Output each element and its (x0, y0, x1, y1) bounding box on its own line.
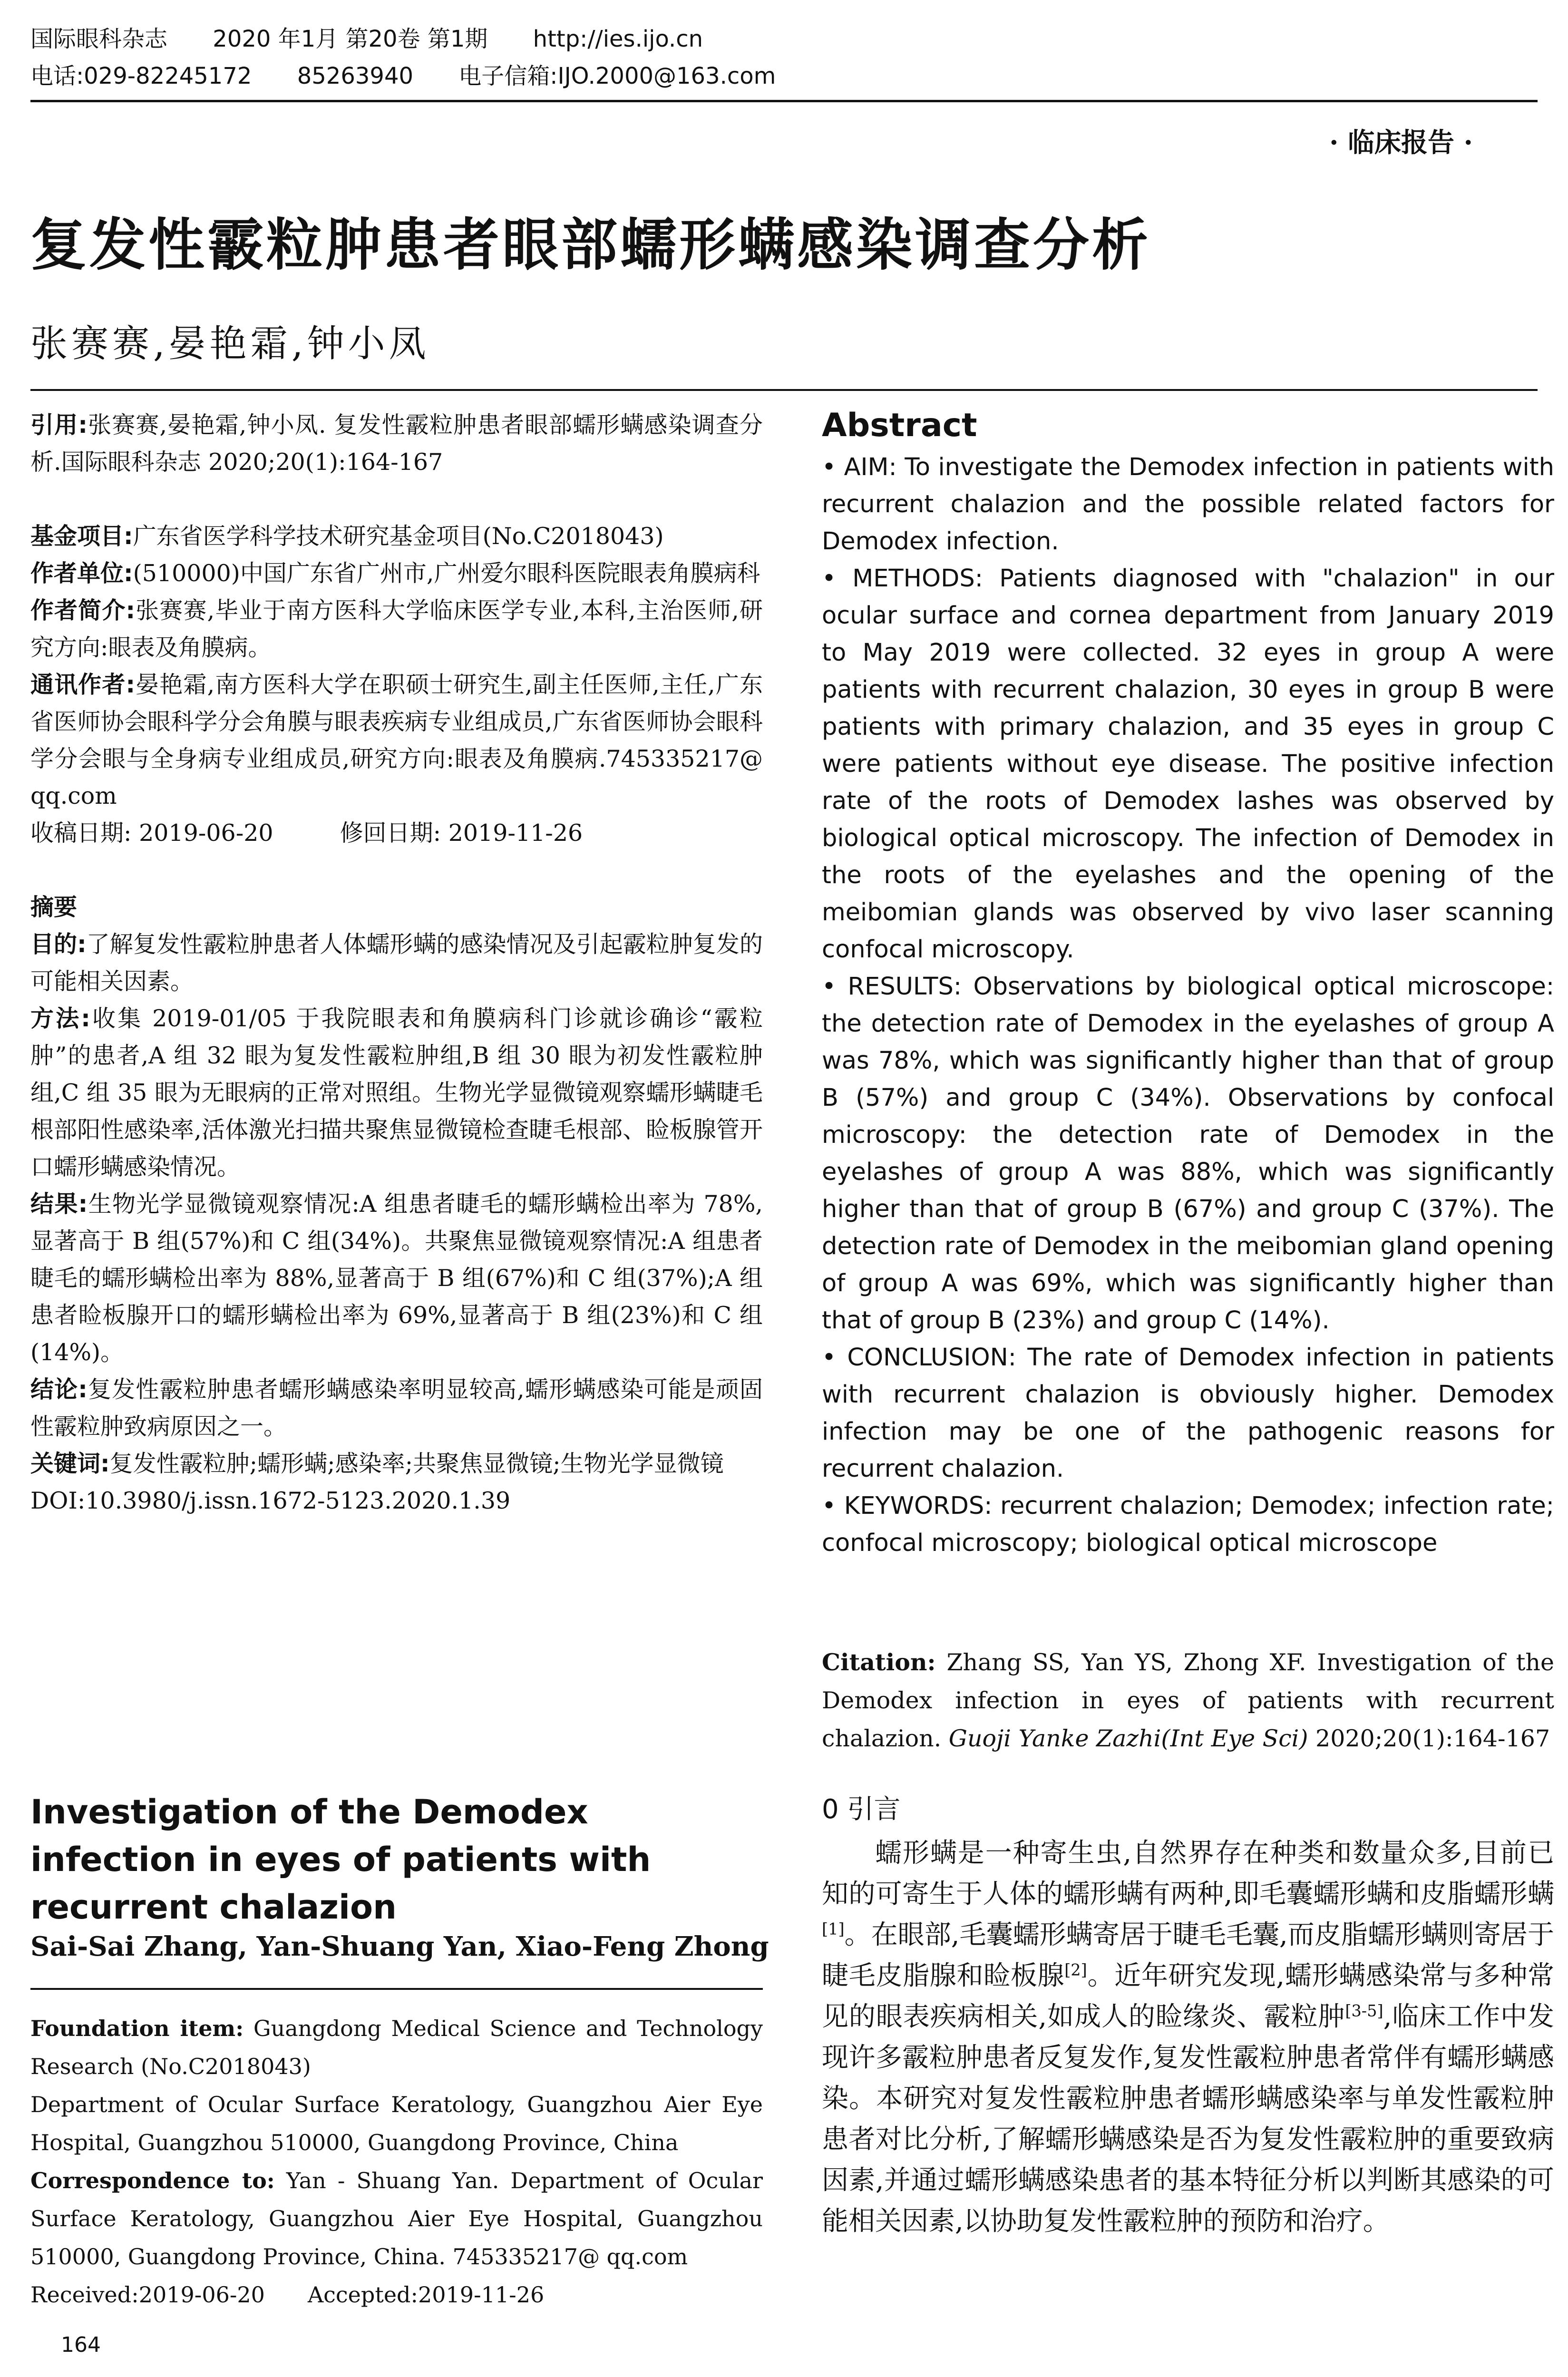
correspondence: Correspondence to: Yan - Shuang Yan. Department of Ocular Surface Keratology, Guangzhou Aier Eye Hospital, Guangzhou 510000, Guangdong Province, China. 745335217@ qq.com (30, 2168, 763, 2270)
abstract-conclusion: • CONCLUSION: The rate of Demodex infection in patients with recurrent chalazion is obviously higher. Demodex infection may be one of the pathogenic reasons for recurrent chalazion. (822, 1344, 1554, 1483)
phone2: 85263940 (297, 63, 414, 89)
english-abstract (822, 407, 1554, 1562)
title-rule (30, 389, 1538, 391)
abstract-cn-aim: 目的:了解复发性霰粒肿患者人体蠕形螨的感染情况及引起霰粒肿复发的可能相关因素。 (30, 931, 763, 995)
ref-2[interactable]: [2] (1064, 1960, 1087, 1979)
phone: 电话:029-82245172 (30, 63, 252, 89)
dates-en: Received:2019-06-20 Accepted:2019-11-26 (30, 2282, 545, 2308)
abstract-results: • RESULTS: Observations by biological optical microscope: the detection rate of Demodex in the eyelashes of group A was 78%, which was significantly higher than that of group B (57%) and group C (34%). Observations by confocal microscopy: the detection rate of Demodex in the eyelashes of group A was 88%, which was significantly higher than that of group B (67%) and group C (37%). The detection rate of Demodex in the meibomian gland opening of group A was 69%, which was significantly higher than that of group B (23%) and group C (14%). (822, 973, 1554, 1335)
intro-heading: 0 引言 (822, 1794, 901, 1825)
abstract-cn-methods: 方法:收集 2019-01/05 于我院眼表和角膜病科门诊就诊确诊“霰粒肿”的患者,A 组 32 眼为复发性霰粒肿组,B 组 30 眼为初发性霰粒肿组,C 组 35 眼为无眼病的正常对照组。生物光学显微镜观察蠕形螨睫毛根部阳性感染率,活体激光扫描共聚焦显微镜检查睫毛根部、睑板腺管开口蠕形螨感染情况。 (30, 1005, 763, 1180)
corr-cn: 通讯作者:晏艳霜,南方医科大学在职硕士研究生,副主任医师,主任,广东省医师协会眼科学分会角膜与眼表疾病专业组成员,广东省医师协会眼科学分会眼与全身病专业组成员,研究方向:眼表及角膜病.745335217@ qq.com (30, 671, 763, 809)
doi[interactable]: DOI:10.3980/j.issn.1672-5123.2020.1.39 (30, 1487, 511, 1514)
introduction (822, 1788, 1554, 2242)
page-number: 164 (61, 2333, 101, 2357)
journal-name: 国际眼科杂志 (30, 26, 168, 52)
foundation-item: Foundation item: Guangdong Medical Science and Technology Research (No.C2018043) (30, 2016, 763, 2079)
abstract-heading: Abstract (822, 407, 977, 444)
section-tag: · 临床报告 · (1329, 127, 1473, 158)
journal-url[interactable]: http://ies.ijo.cn (533, 26, 703, 52)
abstract-cn-heading: 摘要 (30, 894, 78, 921)
paper-title: 复发性霰粒肿患者眼部蠕形螨感染调查分析 (30, 212, 1151, 278)
abstract-cn-conclusion: 结论:复发性霰粒肿患者蠕形螨感染率明显较高,蠕形螨感染可能是顽固性霰粒肿致病原因之一。 (30, 1376, 763, 1440)
abstract-keywords: • KEYWORDS: recurrent chalazion; Demodex; infection rate; confocal microscopy; biological optical microscope (822, 1492, 1554, 1557)
chinese-front-matter (30, 407, 763, 1520)
affiliation-cn: 作者单位:(510000)中国广东省广州市,广州爱尔眼科医院眼表角膜病科 (30, 560, 760, 587)
ref-1[interactable]: [1] (822, 1919, 845, 1939)
english-authors-rule (30, 1988, 763, 1990)
abstract-methods: • METHODS: Patients diagnosed with "chalazion" in our ocular surface and cornea department from January 2019 to May 2019 were collected. 32 eyes in group A were patients with recurrent chalazion, 30 eyes in group B were patients with primary chalazion, and 35 eyes in group C were patients without eye disease. The positive infection rate of the roots of Demodex lashes was observed by biological optical microscopy. The infection of Demodex in the roots of the eyelashes and the opening of the meibomian glands was observed by vivo laser scanning confocal microscopy. (822, 565, 1555, 964)
abstract-cn-keywords: 关键词:复发性霰粒肿;蠕形螨;感染率;共聚焦显微镜;生物光学显微镜 (30, 1450, 724, 1477)
author-list: 张赛赛,晏艳霜,钟小凤 (30, 322, 430, 365)
cite-cn: 引用:张赛赛,晏艳霜,钟小凤. 复发性霰粒肿患者眼部蠕形螨感染调查分析.国际眼科杂志 2020;20(1):164-167 (30, 411, 763, 476)
english-title: Investigation of the Demodex infection in eyes of patients with recurrent chalazion (30, 1792, 651, 1927)
abstract-aim: • AIM: To investigate the Demodex infection in patients with recurrent chalazion and the possible related factors for Demodex infection. (822, 453, 1555, 555)
intro-paragraph: 蠕形螨是一种寄生虫,自然界存在种类和数量众多,目前已知的可寄生于人体的蠕形螨有两种,即毛囊蠕形螨和皮脂蠕形螨[1]。在眼部,毛囊蠕形螨寄居于睫毛毛囊,而皮脂蠕形螨则寄居于睫毛皮脂腺和睑板腺[2]。近年研究发现,蠕形螨感染常与多种常见的眼表疾病相关,如成人的睑缘炎、霰粒肿[3-5],临床工作中发现许多霰粒肿患者反复发作,复发性霰粒肿患者常伴有蠕形螨感染。本研究对复发性霰粒肿患者蠕形螨感染率与单发性霰粒肿患者对比分析,了解蠕形螨感染是否为复发性霰粒肿的重要致病因素,并通过蠕形螨感染患者的基本特征分析以判断其感染的可能相关因素,以协助复发性霰粒肿的预防和治疗。 (822, 1838, 1554, 2237)
dates-cn: 收稿日期: 2019-06-20 修回日期: 2019-11-26 (30, 819, 583, 847)
english-authors: Sai-Sai Zhang, Yan-Shuang Yan, Xiao-Feng Zhong (30, 1931, 769, 1962)
header-rule (30, 100, 1538, 102)
abstract-cn-results: 结果:生物光学显微镜观察情况:A 组患者睫毛的蠕形螨检出率为 78%,显著高于 B 组(57%)和 C 组(34%)。共聚焦显微镜观察情况:A 组患者睫毛的蠕形螨检出率为 88%,显著高于 B 组(67%)和 C 组(37%);A 组患者睑板腺开口的蠕形螨检出率为 69%,显著高于 B 组(23%)和 C 组(14%)。 (30, 1190, 763, 1366)
ref-3-5[interactable]: [3-5] (1345, 2001, 1383, 2020)
department: Department of Ocular Surface Keratology, Guangzhou Aier Eye Hospital, Guangzhou 510000, Guangdong Province, China (30, 2092, 763, 2155)
email[interactable]: 电子信箱:IJO.2000@163.com (458, 63, 776, 89)
bio-cn: 作者简介:张赛赛,毕业于南方医科大学临床医学专业,本科,主治医师,研究方向:眼表及角膜病。 (30, 597, 763, 661)
fund-cn: 基金项目:广东省医学科学技术研究基金项目(No.C2018043) (30, 523, 664, 550)
journal-header-line2 (30, 62, 814, 90)
citation-en: Citation: Zhang SS, Yan YS, Zhong XF. Investigation of the Demodex infection in eyes of patients with recurrent chalazion. Guoji Yanke Zazhi(Int Eye Sci) 2020;20(1):164-167 (822, 1648, 1554, 1752)
journal-header-line1 (30, 25, 741, 53)
issue-info: 2020 年1月 第20卷 第1期 (213, 26, 488, 52)
english-front-matter (30, 2009, 763, 2314)
